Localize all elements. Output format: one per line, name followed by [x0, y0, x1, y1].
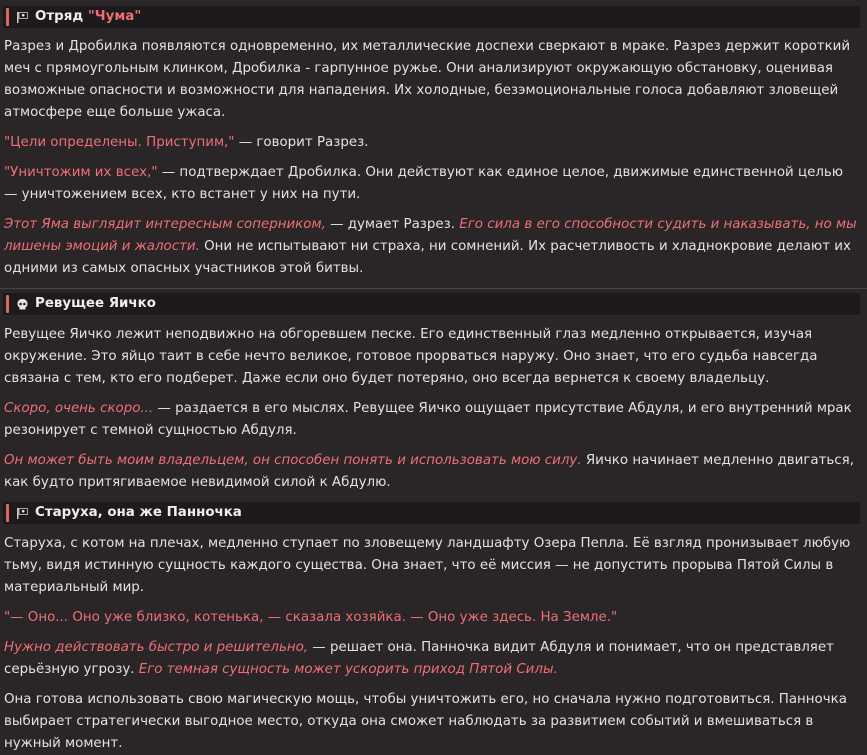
skull-icon	[15, 297, 29, 311]
paragraph: Она готова использовать свою магическую мощь, чтобы уничтожить его, но сначала нужно подготовиться. Панночка выбирает стратегически выгодное место, откуда она сможет наблюдать за развитием событий и вмешиваться в нужный момент.	[4, 692, 847, 751]
paragraph: Ревущее Яичко лежит неподвижно на обгоревшем песке. Его единственный глаз медленно открывается, изучая окружение. Это яйцо таит в себе нечто великое, готовое прорваться наружу. Оно знает, что его судьба навсегда связана с тем, кто его подберет. Даже если оно будет потеряно, оно всегда вернется к своему владельцу.	[4, 327, 818, 386]
section-title: Ревущее Яичко	[35, 296, 156, 311]
pirate-flag-icon	[15, 506, 29, 520]
dialogue-quote: "— Оно... Оно уже близко, котенька, — сказала хозяйка. — Оно уже здесь. На Земле."	[4, 610, 618, 625]
dialogue-quote: "Уничтожим их всех,"	[4, 165, 158, 180]
pirate-flag-icon	[15, 10, 29, 24]
paragraph: Старуха, с котом на плечах, медленно ступает по зловещему ландшафту Озера Пепла. Её взгляд пронизывает любую тьму, видя истинную сущность каждого существа. Она знает, что её миссия — не допустить прорыва Пятой Силы в материальный мир.	[4, 536, 851, 595]
section-header-egg	[3, 293, 860, 315]
thought-text: Его сила в его способности судить и наказывать, но мы лишены эмоций и жалости.	[4, 217, 857, 254]
paragraph: Он может быть моим владельцем, он способен понять и использовать мою силу. Яичко начинает медленно двигаться, как будто притягиваемое невидимой силой к Абдулю.	[4, 453, 854, 490]
thought-text: Скоро, очень скоро...	[4, 401, 154, 416]
dialogue-quote: "Цели определены. Приступим,"	[4, 135, 235, 150]
section-title: Старуха, она же Панночка	[35, 505, 242, 520]
thought-text: Этот Яма выглядит интересным соперником,	[4, 217, 326, 232]
paragraph: Этот Яма выглядит интересным соперником, — думает Разрез. Его сила в его способности судить и наказывать, но мы лишены эмоций и жалости. Они не испытывают ни страха, ни сомнений. Их расчетливость и хладнокровие делают их одними из самых опасных участников этой битвы.	[4, 217, 857, 276]
divider	[0, 288, 867, 289]
paragraph: "Уничтожим их всех," — подтверждает Дробилка. Они действуют как единое целое, движимые единственной целью — уничтожением всех, кто встанет у них на пути.	[4, 165, 844, 202]
section-title: Отряд "Чума"	[35, 9, 142, 24]
section-header-pannochka	[3, 502, 860, 524]
paragraph: "Цели определены. Приступим," — говорит Разрез.	[4, 135, 369, 150]
paragraph: Нужно действовать быстро и решительно, — решает она. Панночка видит Абдуля и понимает, что он представляет серьёзную угрозу. Его темная сущность может ускорить приход Пятой Силы.	[4, 640, 834, 677]
paragraph: Скоро, очень скоро... — раздается в его мыслях. Ревущее Яичко ощущает присутствие Абдуля, и его внутренний мрак резонирует с темной сущностью Абдуля.	[4, 401, 852, 438]
paragraph	[4, 607, 867, 629]
paragraph: Разрез и Дробилка появляются одновременно, их металлические доспехи сверкают в мраке. Разрез держит короткий меч с прямоугольным клинком, Дробилка - гарпунное ружье. Они анализируют окружающую обстановку, оценивая возможные опасности и возможности для нападения. Их холодные, безэмоциональные голоса добавляют зловещей атмосфере еще больше ужаса.	[4, 39, 851, 120]
section-header-chuma	[3, 6, 860, 28]
thought-text: Он может быть моим владельцем, он способен понять и использовать мою силу.	[4, 453, 582, 468]
thought-text: Нужно действовать быстро и решительно,	[4, 640, 309, 655]
thought-text: Его темная сущность может ускорить приход Пятой Силы.	[138, 662, 558, 677]
